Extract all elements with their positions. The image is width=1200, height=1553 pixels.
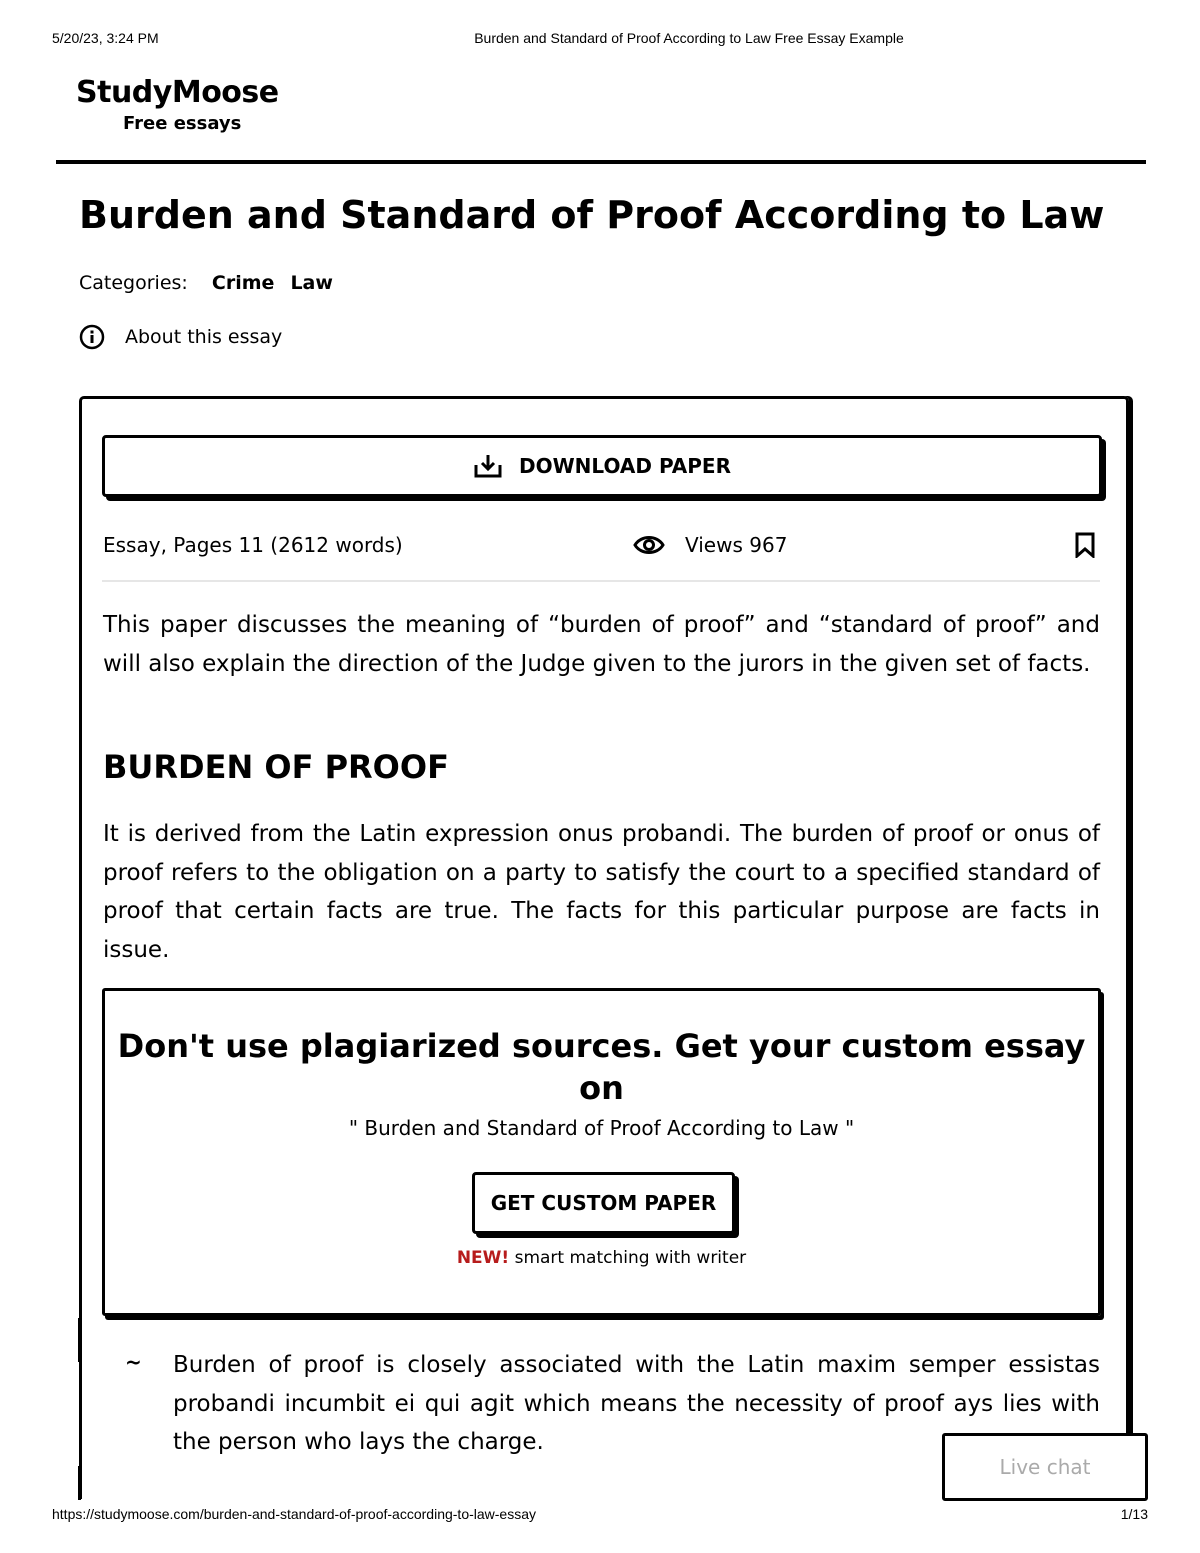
site-logo[interactable] (76, 74, 279, 136)
print-page-title: Burden and Standard of Proof According to Law Free Essay Example (474, 30, 904, 46)
intro-paragraph: This paper discusses the meaning of “burden of proof” and “standard of proof” and will also explain the direction of the Judge given to the jurors in the given set of facts. (103, 612, 1100, 677)
new-feature-text: smart matching with writer (509, 1248, 747, 1268)
category-link-law[interactable]: Law (290, 272, 333, 294)
categories (79, 270, 343, 296)
print-header (0, 30, 1200, 48)
pages-words: Essay, Pages 11 (2612 words) (103, 533, 403, 557)
left-border-fragment (78, 1318, 81, 1362)
categories-label: Categories: (79, 272, 188, 294)
get-custom-paper-button[interactable]: GET CUSTOM PAPER (472, 1172, 735, 1234)
meta-divider (102, 580, 1100, 582)
category-link-crime[interactable]: Crime (211, 272, 275, 294)
section-heading: BURDEN OF PROOF (103, 748, 449, 786)
promo-essay-title: " Burden and Standard of Proof According to Law " (348, 1116, 855, 1140)
print-datetime: 5/20/23, 3:24 PM (52, 30, 159, 46)
promo-new-feature (105, 1247, 1098, 1269)
header-divider (56, 160, 1146, 164)
new-badge: NEW! (456, 1248, 510, 1268)
live-chat-button[interactable]: Live chat (942, 1433, 1148, 1501)
info-icon (79, 324, 105, 350)
promo-headline: Don't use plagiarized sources. Get your custom essay on (117, 1027, 1086, 1107)
custom-essay-promo (102, 988, 1101, 1316)
download-paper-button[interactable] (102, 435, 1102, 497)
left-border-fragment-lower (78, 1466, 81, 1500)
views (633, 530, 787, 560)
download-paper-label: DOWNLOAD PAPER (519, 454, 731, 478)
bookmark-icon[interactable] (1075, 532, 1095, 558)
print-url: https://studymoose.com/burden-and-standard-of-proof-according-to-law-essay (52, 1506, 537, 1522)
quote-mark: ~ (125, 1350, 142, 1374)
quote-text: Burden of proof is closely associated with the Latin maxim semper essistas probandi incumbit ei qui agit which means the necessity of proof ays lies with the person who lays the charge. (173, 1352, 1100, 1455)
print-page-number: 1/13 (1120, 1506, 1148, 1522)
logo-brand: StudyMoose (76, 75, 279, 110)
essay-meta (103, 530, 1101, 560)
about-essay-label: About this essay (125, 326, 283, 348)
views-count: 967 (749, 533, 788, 557)
about-essay-toggle[interactable] (79, 322, 282, 352)
logo-subtitle: Free essays (123, 113, 242, 134)
download-tray-icon (473, 453, 503, 479)
page-title: Burden and Standard of Proof According to Law (79, 193, 1105, 237)
views-label: Views (685, 533, 743, 557)
body-paragraph: It is derived from the Latin expression onus probandi. The burden of proof or onus of proof refers to the obligation on a party to satisfy the court to a specified standard of proof that certain facts are true. The facts for this particular purpose are facts in issue. (103, 821, 1100, 963)
eye-icon (633, 534, 665, 556)
